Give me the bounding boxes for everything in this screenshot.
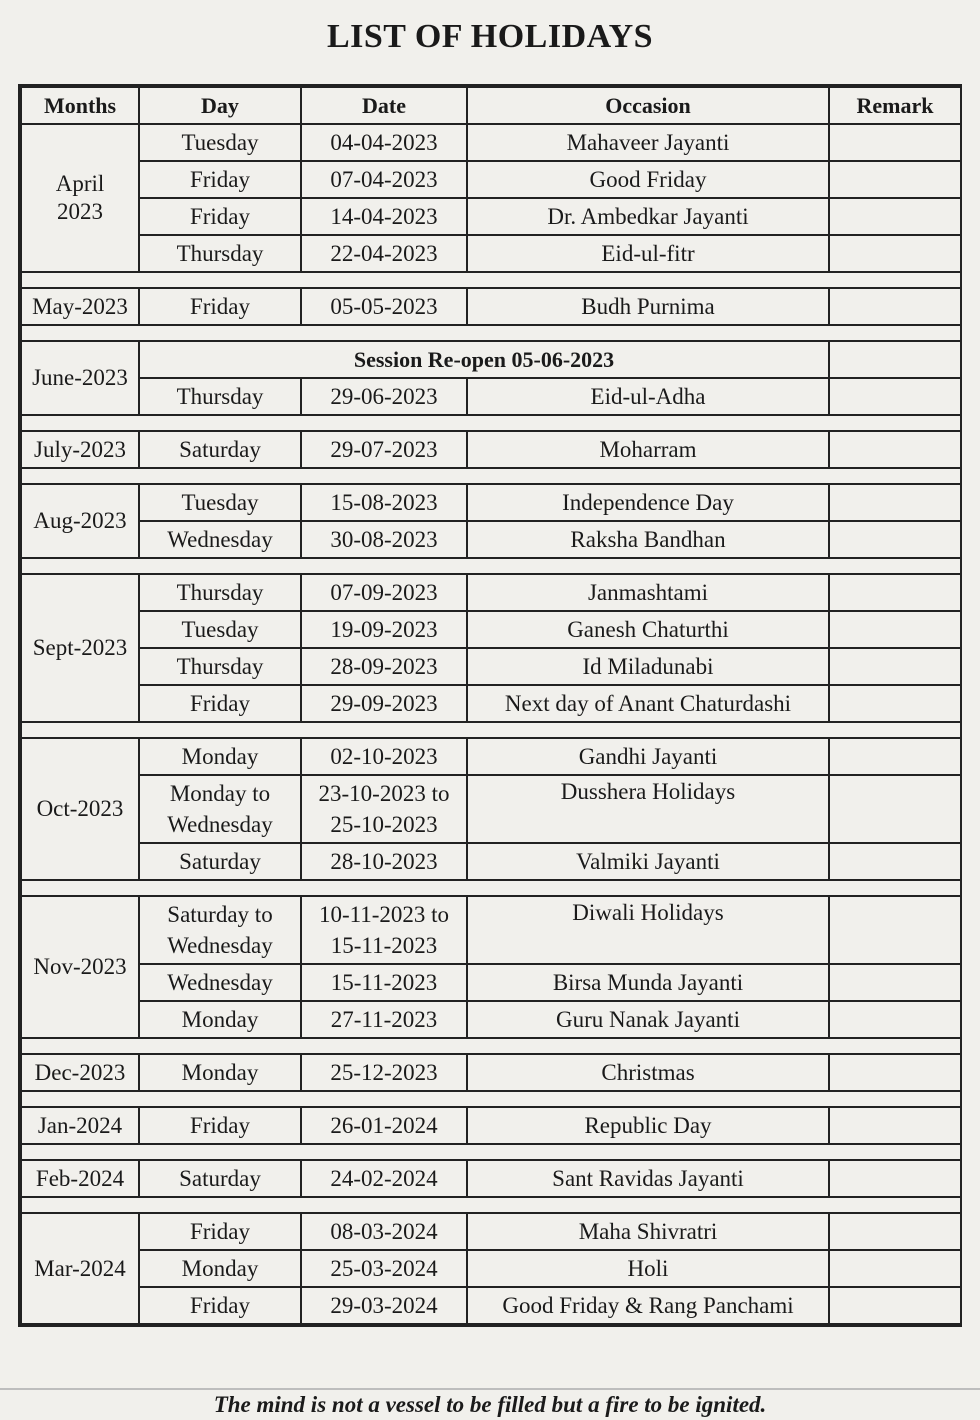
remark-cell: [829, 843, 961, 880]
spacer-cell: [829, 880, 961, 896]
date-cell: 28-10-2023: [301, 843, 467, 880]
occasion-cell: Republic Day: [467, 1107, 829, 1144]
header-remark: Remark: [829, 87, 961, 124]
spacer-cell: [21, 1091, 139, 1107]
day-cell: Thursday: [139, 648, 301, 685]
spacer-cell: [829, 1144, 961, 1160]
day-cell: Monday: [139, 1001, 301, 1038]
spacer-row: [21, 1144, 961, 1160]
day-cell: Thursday: [139, 378, 301, 415]
table-row: [21, 1054, 961, 1091]
occasion-cell: Ganesh Chaturthi: [467, 611, 829, 648]
footer-quote: The mind is not a vessel to be filled but a fire to be ignited.: [213, 1392, 767, 1417]
spacer-cell: [301, 325, 467, 341]
remark-cell: [829, 1250, 961, 1287]
month-cell: Nov-2023: [21, 896, 139, 1038]
session-row: [21, 341, 961, 378]
occasion-cell: Eid-ul-Adha: [467, 378, 829, 415]
date-cell: 08-03-2024: [301, 1213, 467, 1250]
spacer-cell: [301, 1038, 467, 1054]
spacer-cell: [829, 272, 961, 288]
remark-cell: [829, 1213, 961, 1250]
spacer-cell: [467, 325, 829, 341]
spacer-cell: [21, 1038, 139, 1054]
spacer-cell: [829, 558, 961, 574]
spacer-cell: [139, 1091, 301, 1107]
date-cell: 19-09-2023: [301, 611, 467, 648]
day-cell: Saturday: [139, 1160, 301, 1197]
spacer-cell: [21, 1144, 139, 1160]
remark-cell: [829, 648, 961, 685]
occasion-cell: Birsa Munda Jayanti: [467, 964, 829, 1001]
remark-cell: [829, 685, 961, 722]
spacer-cell: [139, 880, 301, 896]
header-date: Date: [301, 87, 467, 124]
month-cell: Jan-2024: [21, 1107, 139, 1144]
day-cell: Wednesday: [139, 521, 301, 558]
table-row: [21, 161, 961, 198]
holiday-table: [20, 86, 962, 1325]
footer-divider: [0, 1388, 980, 1390]
spacer-cell: [139, 722, 301, 738]
month-cell: Oct-2023: [21, 738, 139, 880]
remark-cell: [829, 124, 961, 161]
spacer-cell: [467, 722, 829, 738]
day-cell: Friday: [139, 1107, 301, 1144]
spacer-cell: [467, 468, 829, 484]
spacer-cell: [21, 1197, 139, 1213]
table-row: [21, 288, 961, 325]
spacer-row: [21, 272, 961, 288]
session-note: Session Re-open 05-06-2023: [139, 341, 829, 378]
spacer-cell: [829, 468, 961, 484]
table-row: [21, 611, 961, 648]
day-cell: Monday: [139, 1054, 301, 1091]
spacer-row: [21, 468, 961, 484]
spacer-cell: [829, 1091, 961, 1107]
date-cell: 26-01-2024: [301, 1107, 467, 1144]
table-row: [21, 738, 961, 775]
table-row: [21, 1160, 961, 1197]
spacer-cell: [467, 1038, 829, 1054]
day-cell: Tuesday: [139, 611, 301, 648]
month-cell: Mar-2024: [21, 1213, 139, 1324]
spacer-cell: [467, 1144, 829, 1160]
spacer-cell: [139, 1038, 301, 1054]
month-cell: July-2023: [21, 431, 139, 468]
date-cell: 07-04-2023: [301, 161, 467, 198]
remark-cell: [829, 964, 961, 1001]
spacer-cell: [467, 1091, 829, 1107]
spacer-cell: [21, 558, 139, 574]
occasion-cell: Diwali Holidays: [467, 896, 829, 964]
day-cell: Tuesday: [139, 484, 301, 521]
table-row: [21, 964, 961, 1001]
date-cell: 29-09-2023: [301, 685, 467, 722]
remark-cell: [829, 341, 961, 378]
spacer-cell: [829, 1197, 961, 1213]
table-row: [21, 1250, 961, 1287]
date-cell: 04-04-2023: [301, 124, 467, 161]
remark-cell: [829, 521, 961, 558]
day-cell: Friday: [139, 161, 301, 198]
occasion-cell: Next day of Anant Chaturdashi: [467, 685, 829, 722]
day-cell: Friday: [139, 198, 301, 235]
remark-cell: [829, 1160, 961, 1197]
table-row: [21, 521, 961, 558]
spacer-cell: [467, 558, 829, 574]
month-cell: Feb-2024: [21, 1160, 139, 1197]
date-cell: 07-09-2023: [301, 574, 467, 611]
remark-cell: [829, 611, 961, 648]
day-cell: Tuesday: [139, 124, 301, 161]
date-cell: 23-10-2023 to 25-10-2023: [301, 775, 467, 843]
occasion-cell: Eid-ul-fitr: [467, 235, 829, 272]
occasion-cell: Dr. Ambedkar Jayanti: [467, 198, 829, 235]
spacer-cell: [139, 558, 301, 574]
spacer-cell: [301, 1197, 467, 1213]
holiday-table-body: [21, 124, 961, 1324]
month-cell: Sept-2023: [21, 574, 139, 722]
remark-cell: [829, 574, 961, 611]
spacer-cell: [301, 1091, 467, 1107]
remark-cell: [829, 484, 961, 521]
spacer-cell: [139, 272, 301, 288]
remark-cell: [829, 235, 961, 272]
spacer-cell: [301, 558, 467, 574]
table-row: [21, 198, 961, 235]
day-cell: Friday: [139, 685, 301, 722]
spacer-cell: [301, 415, 467, 431]
occasion-cell: Moharram: [467, 431, 829, 468]
table-row: [21, 1001, 961, 1038]
spacer-cell: [139, 468, 301, 484]
table-row: [21, 1213, 961, 1250]
date-cell: 30-08-2023: [301, 521, 467, 558]
remark-cell: [829, 1107, 961, 1144]
header-day: Day: [139, 87, 301, 124]
spacer-row: [21, 415, 961, 431]
remark-cell: [829, 431, 961, 468]
table-row: [21, 685, 961, 722]
date-cell: 24-02-2024: [301, 1160, 467, 1197]
spacer-cell: [21, 468, 139, 484]
occasion-cell: Sant Ravidas Jayanti: [467, 1160, 829, 1197]
day-cell: Saturday to Wednesday: [139, 896, 301, 964]
spacer-cell: [467, 880, 829, 896]
remark-cell: [829, 1287, 961, 1324]
occasion-cell: Holi: [467, 1250, 829, 1287]
spacer-row: [21, 1091, 961, 1107]
occasion-cell: Dusshera Holidays: [467, 775, 829, 843]
table-row: [21, 648, 961, 685]
remark-cell: [829, 775, 961, 843]
occasion-cell: Guru Nanak Jayanti: [467, 1001, 829, 1038]
occasion-cell: Christmas: [467, 1054, 829, 1091]
spacer-row: [21, 1038, 961, 1054]
remark-cell: [829, 1054, 961, 1091]
day-cell: Wednesday: [139, 964, 301, 1001]
page-title: LIST OF HOLIDAYS: [326, 18, 654, 55]
spacer-cell: [139, 1197, 301, 1213]
day-cell: Friday: [139, 288, 301, 325]
date-cell: 25-12-2023: [301, 1054, 467, 1091]
spacer-cell: [21, 325, 139, 341]
remark-cell: [829, 738, 961, 775]
spacer-cell: [139, 325, 301, 341]
spacer-row: [21, 325, 961, 341]
occasion-cell: Raksha Bandhan: [467, 521, 829, 558]
day-cell: Saturday: [139, 431, 301, 468]
date-cell: 15-08-2023: [301, 484, 467, 521]
day-cell: Friday: [139, 1213, 301, 1250]
header-months: Months: [21, 87, 139, 124]
table-row: [21, 896, 961, 964]
day-cell: Monday: [139, 1250, 301, 1287]
spacer-cell: [139, 1144, 301, 1160]
table-row: [21, 431, 961, 468]
table-row: [21, 843, 961, 880]
table-row: [21, 235, 961, 272]
table-row: [21, 1287, 961, 1324]
month-cell: Dec-2023: [21, 1054, 139, 1091]
remark-cell: [829, 288, 961, 325]
spacer-cell: [467, 272, 829, 288]
date-cell: 05-05-2023: [301, 288, 467, 325]
occasion-cell: Independence Day: [467, 484, 829, 521]
occasion-cell: Valmiki Jayanti: [467, 843, 829, 880]
occasion-cell: Maha Shivratri: [467, 1213, 829, 1250]
day-cell: Thursday: [139, 574, 301, 611]
spacer-cell: [467, 415, 829, 431]
spacer-cell: [21, 272, 139, 288]
month-cell: May-2023: [21, 288, 139, 325]
occasion-cell: Mahaveer Jayanti: [467, 124, 829, 161]
spacer-cell: [829, 415, 961, 431]
spacer-cell: [21, 880, 139, 896]
day-cell: Saturday: [139, 843, 301, 880]
spacer-cell: [467, 1197, 829, 1213]
remark-cell: [829, 896, 961, 964]
spacer-cell: [301, 1144, 467, 1160]
holiday-table-container: [18, 84, 962, 1327]
day-cell: Friday: [139, 1287, 301, 1324]
date-cell: 25-03-2024: [301, 1250, 467, 1287]
spacer-cell: [139, 415, 301, 431]
spacer-cell: [21, 722, 139, 738]
spacer-cell: [301, 272, 467, 288]
header-occasion: Occasion: [467, 87, 829, 124]
month-cell: April 2023: [21, 124, 139, 272]
day-cell: Monday: [139, 738, 301, 775]
remark-cell: [829, 161, 961, 198]
table-row: [21, 775, 961, 843]
table-row: [21, 484, 961, 521]
spacer-row: [21, 558, 961, 574]
date-cell: 14-04-2023: [301, 198, 467, 235]
table-row: [21, 378, 961, 415]
remark-cell: [829, 378, 961, 415]
spacer-cell: [301, 722, 467, 738]
occasion-cell: Gandhi Jayanti: [467, 738, 829, 775]
spacer-cell: [829, 325, 961, 341]
date-cell: 15-11-2023: [301, 964, 467, 1001]
table-row: [21, 1107, 961, 1144]
date-cell: 02-10-2023: [301, 738, 467, 775]
spacer-cell: [301, 880, 467, 896]
day-cell: Thursday: [139, 235, 301, 272]
spacer-row: [21, 880, 961, 896]
date-cell: 22-04-2023: [301, 235, 467, 272]
month-cell: June-2023: [21, 341, 139, 415]
day-cell: Monday to Wednesday: [139, 775, 301, 843]
date-cell: 29-07-2023: [301, 431, 467, 468]
date-cell: 10-11-2023 to 15-11-2023: [301, 896, 467, 964]
date-cell: 29-06-2023: [301, 378, 467, 415]
occasion-cell: Id Miladunabi: [467, 648, 829, 685]
occasion-cell: Good Friday & Rang Panchami: [467, 1287, 829, 1324]
spacer-cell: [829, 722, 961, 738]
date-cell: 27-11-2023: [301, 1001, 467, 1038]
table-row: [21, 574, 961, 611]
occasion-cell: Budh Purnima: [467, 288, 829, 325]
remark-cell: [829, 1001, 961, 1038]
occasion-cell: Janmashtami: [467, 574, 829, 611]
date-cell: 28-09-2023: [301, 648, 467, 685]
spacer-row: [21, 722, 961, 738]
table-header-row: [21, 87, 961, 124]
table-row: [21, 124, 961, 161]
date-cell: 29-03-2024: [301, 1287, 467, 1324]
occasion-cell: Good Friday: [467, 161, 829, 198]
spacer-row: [21, 1197, 961, 1213]
month-cell: Aug-2023: [21, 484, 139, 558]
remark-cell: [829, 198, 961, 235]
spacer-cell: [21, 415, 139, 431]
spacer-cell: [301, 468, 467, 484]
spacer-cell: [829, 1038, 961, 1054]
